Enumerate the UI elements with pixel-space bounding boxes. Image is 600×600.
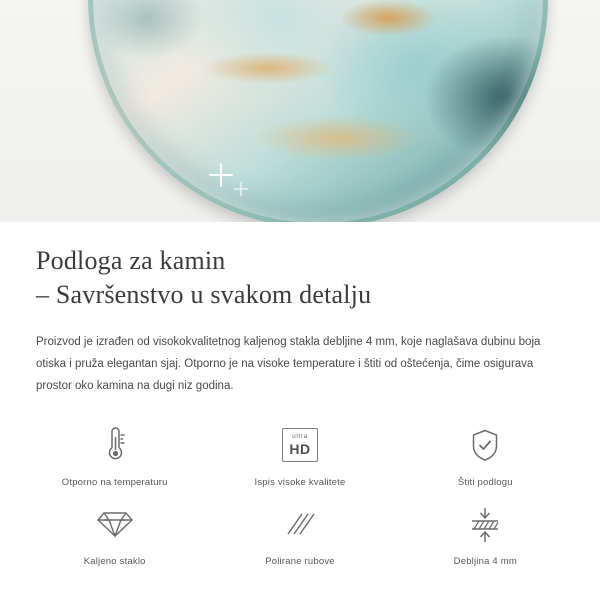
feature-label: Ispis visoke kvalitete (254, 476, 346, 488)
glass-plate-product-image (88, 0, 548, 222)
feature-item-polished-edges (207, 502, 392, 567)
title-line-1: Podloga za kamin (36, 246, 226, 275)
ultra-hd-badge-top: ultra (292, 433, 308, 441)
shield-check-icon (468, 423, 502, 467)
thickness-icon (467, 502, 503, 546)
page-title (36, 244, 564, 313)
ultra-hd-badge-bottom: HD (289, 440, 311, 457)
feature-item-temperature (22, 423, 207, 488)
content-block (0, 222, 600, 397)
feature-label: Kaljeno staklo (83, 555, 146, 567)
ultra-hd-icon (282, 423, 318, 467)
title-line-2: – Savršenstvo u svakom detalju (36, 280, 372, 310)
hero-image (0, 0, 600, 222)
feature-item-protects-surface (393, 423, 578, 488)
feature-label: Debljina 4 mm (453, 555, 517, 567)
polished-edges-icon (282, 502, 318, 546)
feature-item-print-quality (207, 423, 392, 488)
feature-label: Polirane rubove (265, 555, 335, 567)
feature-item-thickness (393, 502, 578, 567)
feature-grid (0, 423, 600, 567)
feature-label: Otporno na temperaturu (61, 476, 168, 488)
feature-item-tempered-glass (22, 502, 207, 567)
feature-label: Štiti podlogu (457, 476, 513, 488)
diamond-icon (96, 502, 134, 546)
product-description: Proizvod je izrađen od visokokvalitetnog kaljenog stakla debljine 4 mm, koje naglašava dubinu boja otiska i pruža elegantan sjaj. Otporno je na visoke temperature i štiti od oštećenja, čime osigurava prostor oko kamina na dugi niz godina. (36, 335, 541, 392)
thermometer-icon (98, 423, 132, 467)
